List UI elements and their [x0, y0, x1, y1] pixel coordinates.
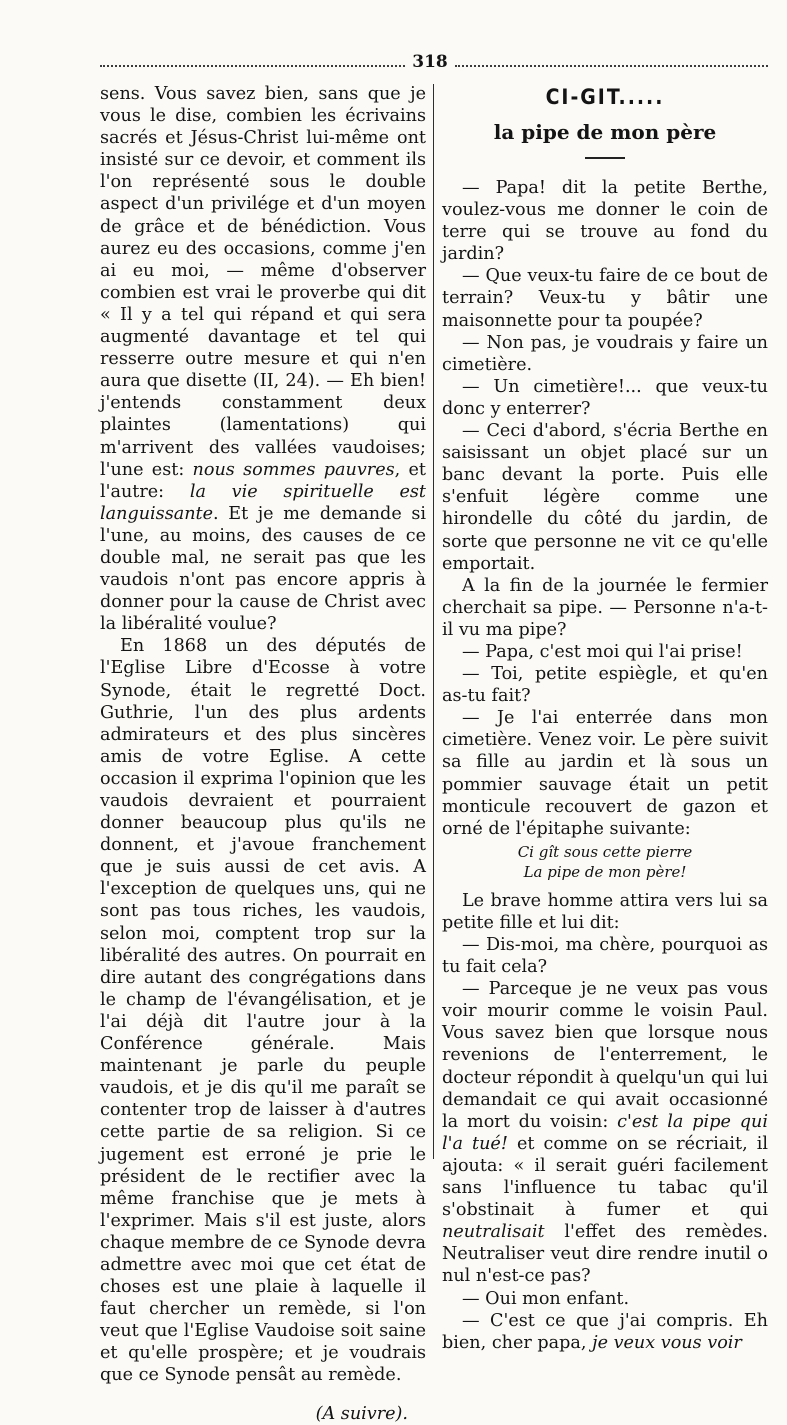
story-paragraph — [442, 978, 768, 1287]
paragraph-text: . Et je me demande si l'une, au moins, des causes de ce double mal, ne serait pas que les vaudois n'ont pas encore appris à donner pour la cause de Christ avec la libéralité voulue? — [100, 503, 426, 635]
header-rule-left — [100, 65, 405, 67]
epitaph-line-2: La pipe de mon père! — [523, 862, 687, 881]
story-paragraph: — Ceci d'abord, s'écria Berthe en saisissant un objet placé sur un banc devant la porte. Puis elle s'enfuit légère comme une hirondelle du côté du jardin, de sorte que personne ne vit ce qu'elle emportait. — [442, 421, 768, 574]
story-paragraph: — Non pas, je voudrais y faire un cimetière. — [442, 332, 768, 375]
story-paragraph: A la fin de la journée le fermier cherchait sa pipe. — Personne n'a-t-il vu ma pipe? — [442, 575, 768, 640]
emphasis-text: neutralisait — [442, 1222, 545, 1243]
paragraph-text: — C'est ce que j'ai compris. Eh bien, cher papa, — [442, 1310, 768, 1353]
paragraph-text: sens. Vous savez bien, sans que je vous le dise, combien les écrivains sacrés et Jésus-Christ lui-même ont insisté sur ce devoir, et comment ils l'on représenté sous le double aspect d'un privilége et d'un moyen de grâce et de bénédiction. Vous aurez eu des occasions, comme j'en ai eu moi, — même d'observer combien est vrai le proverbe qui dit « Il y a tel qui répand et qui sera augmenté davantage et tel qui resserre outre mesure et qui n'en aura que disette (II, 24). — Eh bien! j'entends constamment deux plaintes (lamentations) qui m'arrivent des vallées vaudoises; l'une est: — [100, 84, 426, 480]
story-paragraph: — Papa! dit la petite Berthe, voulez-vous me donner le coin de terre qui se trouve au fond du jardin? — [442, 178, 768, 265]
story-paragraph: — Un cimetière!... que veux-tu donc y enterrer? — [442, 376, 768, 419]
story-subtitle: la pipe de mon père — [493, 120, 717, 144]
paragraph-text: l'effet des remèdes. Neutraliser veut dire rendre inutil o nul n'est-ce pas? — [442, 1222, 768, 1287]
story-paragraph: — Oui mon enfant. — [462, 1288, 630, 1309]
right-column — [442, 83, 768, 1354]
story-paragraph — [442, 1310, 768, 1354]
story-paragraph: — Toi, petite espiègle, et qu'en as-tu fait? — [442, 664, 768, 707]
title-rule — [585, 157, 625, 159]
paragraph-1 — [100, 83, 426, 635]
paragraph-text: et comme on se récriait, il ajouta: « il serait guéri facilement sans l'influence tu tabac qu'il s'obstinait à fumer et qui — [442, 1133, 768, 1221]
paragraph-text: — Parceque je ne veux pas vous voir mourir comme le voisin Paul. Vous savez bien que lorsque nous revenions de l'enterrement, le docteur répondit à quelqu'un qui lui demandait ce qui avait occasionné la mort du voisin: — [442, 979, 768, 1132]
header-rule-right — [455, 65, 768, 67]
emphasis-text: nous sommes pauvres — [192, 459, 395, 480]
story-paragraph: — Que veux-tu faire de ce bout de terrain? Veux-tu y bâtir une maisonnette pour ta poupée? — [442, 266, 768, 331]
emphasis-text: c'est la pipe qui l'a tué! — [442, 1111, 768, 1154]
left-column — [100, 83, 426, 1425]
story-paragraph: Le brave homme attira vers lui sa petite fille et lui dit: — [442, 890, 768, 933]
column-divider — [433, 84, 434, 1159]
emphasis-text: je veux vous voir — [592, 1332, 742, 1353]
epitaph-line-1: Ci gît sous cette pierre — [517, 842, 693, 861]
story-paragraph: — Dis-moi, ma chère, pourquoi as tu fait cela? — [442, 935, 768, 978]
paragraph-text: , et l'autre: — [100, 459, 426, 502]
page-number: 318 — [412, 52, 448, 72]
page-header — [100, 52, 768, 76]
story-paragraph: — Je l'ai enterrée dans mon cimetière. Venez voir. Le père suivit sa fille au jardin et là sous un pommier sauvage était un petit monticule recouvert de gazon et orné de l'épitaphe suivante: — [442, 708, 768, 839]
continuation-note: (A suivre). — [315, 1403, 408, 1424]
paragraph-2: En 1868 un des députés de l'Eglise Libre d'Ecosse à votre Synode, était le regretté Doct. Guthrie, l'un des plus ardents admirateurs et des plus sincères amis de votre Eglise. A cette occasion il exprima l'opinion que les vaudois devraient et pourraient donner beaucoup plus qu'ils ne donnent, et j'avoue franchement que je suis aussi de cet avis. A l'exception de quelques uns, qui ne sont pas tous riches, les vaudois, selon moi, comptent trop sur la libéralité des autres. On pourrait en dire autant des congrégations dans le champ de l'évangélisation, et je l'ai déjà dit l'autre jour à la Conférence générale. Mais maintenant je parle du peuple vaudois, et je dis qu'il me paraît se contenter trop de laisser à d'autres cette partie de sa religion. Si ce jugement est erroné je prie le président de le rectifier avec la même franchise que je mets à l'exprimer. Mais s'il est juste, alors chaque membre de ce Synode devra admettre avec moi que cet état de choses est une plaie à laquelle il faut chercher un remède, si l'on veut que l'Eglise Vaudoise soit saine et qu'elle prospère; et je voudrais que ce Synode pensât au remède. — [100, 636, 426, 1386]
epitaph — [442, 842, 768, 882]
story-title: CI-GIT..... — [545, 85, 665, 109]
story-paragraph: — Papa, c'est moi qui l'ai prise! — [462, 641, 743, 662]
emphasis-text: la vie spirituelle est languissante — [100, 481, 426, 524]
